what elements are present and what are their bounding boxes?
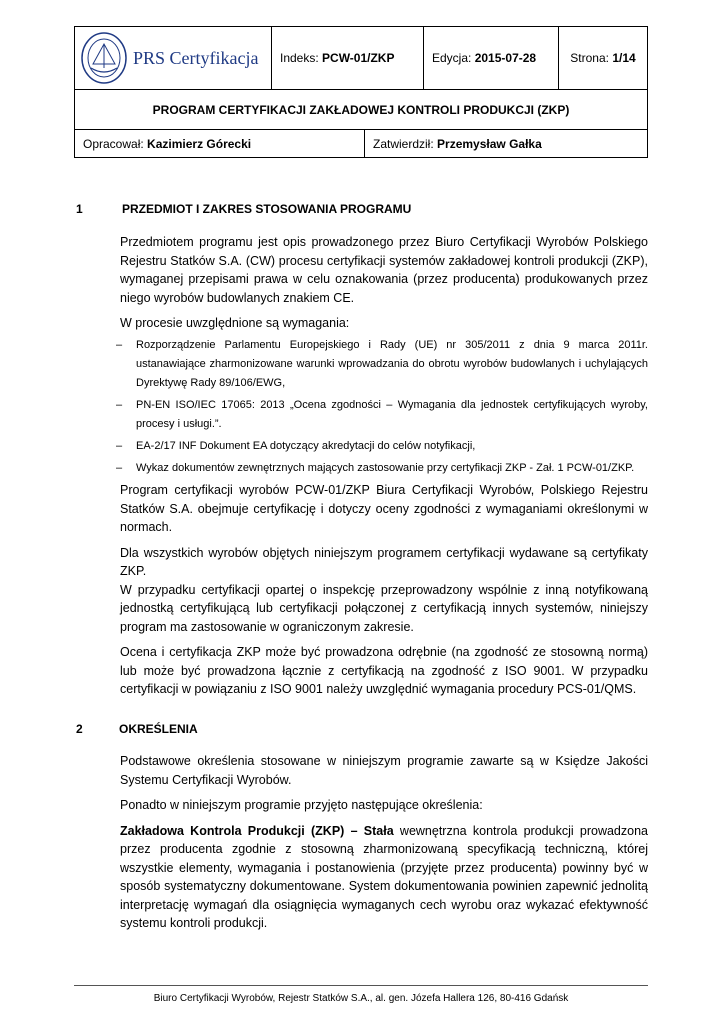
list-item [116,336,648,393]
list-item [116,437,648,456]
page-footer: Biuro Certyfikacji Wyrobów, Rejestr Statków S.A., al. gen. Józefa Hallera 126, 80-416 Gdańsk [153,993,569,1004]
page-label: Strona: [570,51,609,65]
dash-marker: – [116,339,123,351]
section-2-title: OKREŚLENIA [119,722,198,736]
index-cell [272,27,424,90]
definition-text: wewnętrzna kontrola produkcji prowadzona przez producenta zgodnie z stosowną zharmonizowaną specyfikacją techniczną, której wszystkie elementy, wymagania i postanowienia (przyjęte przez producenta) powinny być w sposób systematyczny dokumentowane. System dokumentowania powinien zapewnić jednolitą interpretację wymagań dla osiągnięcia wymaganych cech wyrobu oraz wykazać efektywność systemu kontroli produkcji. [120,823,648,930]
section-2-paragraph-1: Podstawowe określenia stosowane w niniejszym programie zawarte są w Księdze Jakości Systemu Certyfikacji Wyrobów. [120,754,648,787]
prepared-value: Kazimierz Górecki [147,136,252,151]
approved-cell [365,130,648,158]
requirements-list [116,336,648,481]
approval-table [74,129,648,158]
page-title: PROGRAM CERTYFIKACJI ZAKŁADOWEJ KONTROLI PRODUKCJI (ZKP) [75,90,648,130]
list-item-text: Rozporządzenie Parlamentu Europejskiego i Rady (UE) nr 305/2011 z dnia 9 marca 2011r. ustanawiające zharmonizowane warunki wprowadzania do obrotu wyrobów budowlanych i uchylających Dyrektywę Rady 89/106/EWG, [136,339,648,389]
section-1-paragraph-3: Program certyfikacji wyrobów PCW-01/ZKP Biura Certyfikacji Wyrobów, Polskiego Rejestru Statków S.A. obejmuje certyfikację i dotyczy oceny zgodności z wymaganiami określonymi w normach. [120,483,648,534]
section-1-number: 1 [76,202,83,216]
edition-label: Edycja: [432,51,472,65]
edition-value: 2015-07-28 [474,51,537,65]
definition-zkp [120,822,648,933]
list-item [116,396,648,434]
list-item-text: EA-2/17 INF Dokument EA dotyczący akredytacji do celów notyfikacji, [136,440,476,452]
logo-text: PRS Certyfikacja [133,47,259,68]
section-1-title: PRZEDMIOT I ZAKRES STOSOWANIA PROGRAMU [122,202,412,216]
definition-term: Zakładowa Kontrola Produkcji (ZKP) – Stała [120,823,394,838]
footer-divider [74,985,648,986]
section-2-paragraph-2: Ponadto w niniejszym programie przyjęto następujące określenia: [120,798,483,812]
section-1-paragraph-2: W procesie uwzględnione są wymagania: [120,316,350,330]
prepared-label: Opracował: [83,136,144,151]
section-1-paragraph-6: Ocena i certyfikacja ZKP może być prowadzona odrębnie (na zgodność ze stosowną normą) lub może być prowadzona łącznie z certyfikacją na zgodność z ISO 9001. W przypadku certyfikacji w powiązaniu z ISO 9001 należy uwzględnić wymagania procedury PCS-01/QMS. [120,645,648,696]
list-item [116,459,648,478]
edition-cell [424,27,559,90]
section-1-body [120,481,648,706]
section-2-body [120,752,648,940]
section-2-number: 2 [76,722,83,736]
list-item-text: Wykaz dokumentów zewnętrznych mających zastosowanie przy certyfikacji ZKP - Zał. 1 PCW-01/ZKP. [136,462,635,474]
document-header-table [74,26,648,90]
page-value: 1/14 [612,51,636,65]
index-value: PCW-01/ZKP [322,51,395,65]
dash-marker: – [116,440,123,452]
dash-marker: – [116,462,123,474]
section-1-paragraph-5: W przypadku certyfikacji opartej o inspekcję przeprowadzony wspólnie z inną notyfikowaną jednostką certyfikującą lub certyfikacji połączonej z certyfikacją innych systemów, niniejszy program ma zastosowanie w ograniczonym zakresie. [120,582,648,634]
index-label: Indeks: [280,51,319,65]
approved-label: Zatwierdził: [373,136,434,151]
dash-marker: – [116,399,123,411]
logo-cell [75,27,272,90]
title-table [74,89,648,130]
list-item-text: PN-EN ISO/IEC 17065: 2013 „Ocena zgodności – Wymagania dla jednostek certyfikujących wyroby, procesy i usługi.”. [136,399,648,430]
approved-value: Przemysław Gałka [437,136,542,151]
page-cell [559,27,648,90]
section-1-intro [120,233,648,340]
section-1-paragraph-1: Przedmiotem programu jest opis prowadzonego przez Biuro Certyfikacji Wyrobów Polskiego Rejestru Statków S.A. (CW) procesu certyfikacji systemów zakładowej kontroli produkcji (ZKP), wymaganej przepisami prawa w celu oznakowania (przez producenta) produkowanych przez niego wyrobów budowlanych znakiem CE. [120,235,648,305]
section-1-paragraph-4: Dla wszystkich wyrobów objętych niniejszym programem certyfikacji wydawane są certyfikaty ZKP. [120,545,648,578]
prepared-cell [75,130,365,158]
prs-seal-logo [79,30,129,86]
